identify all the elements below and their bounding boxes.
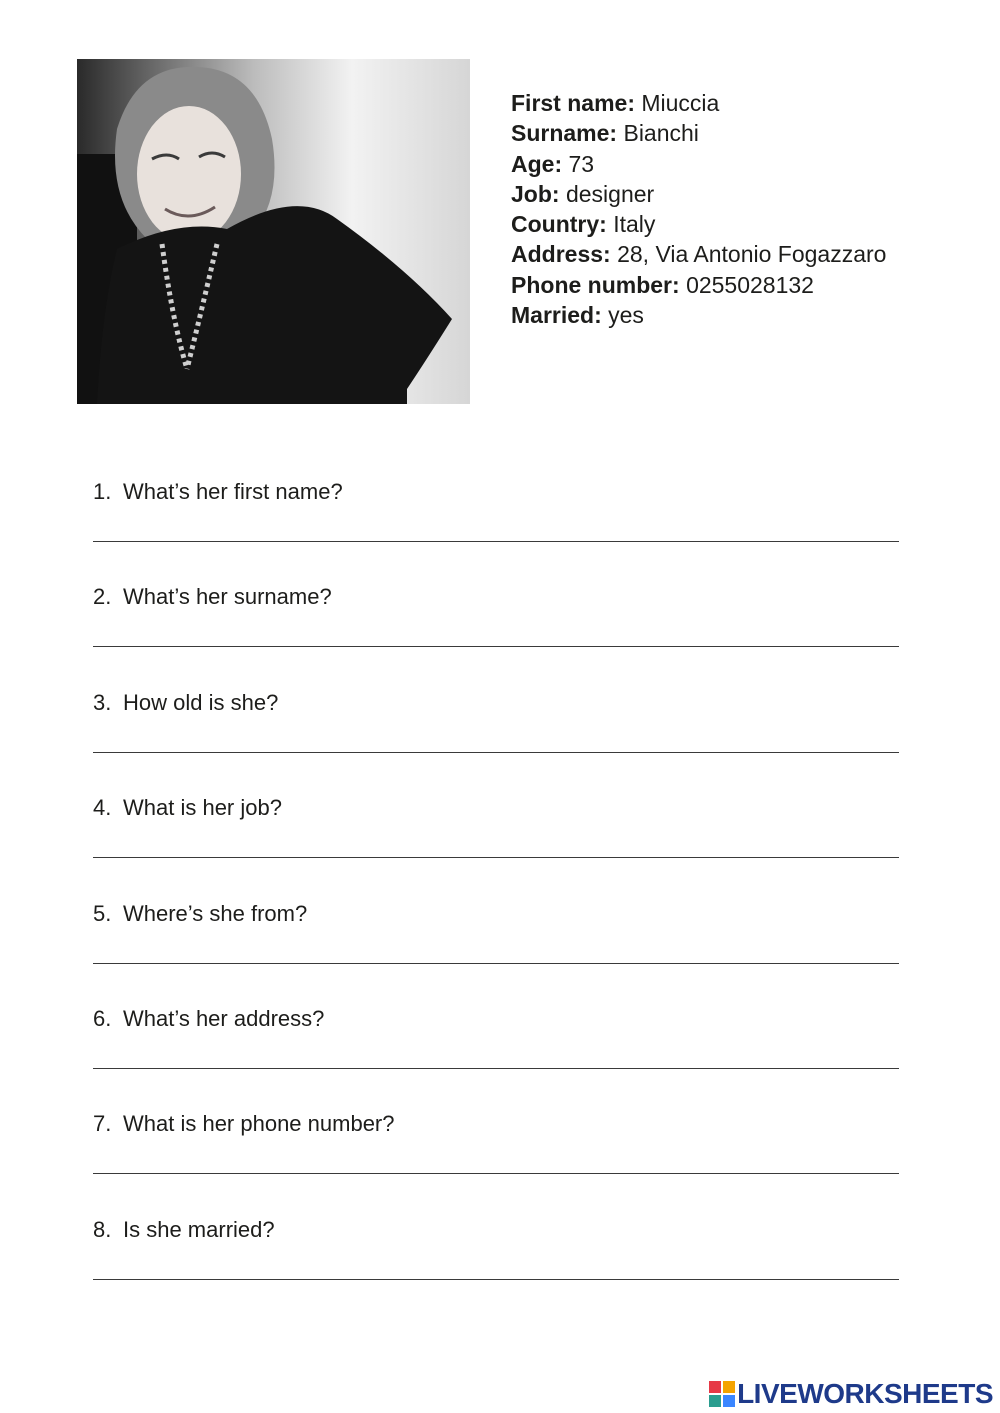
question-text bbox=[93, 1110, 395, 1138]
answer-line[interactable] bbox=[93, 1279, 899, 1280]
question-text bbox=[93, 689, 278, 717]
profile-row bbox=[511, 118, 981, 148]
profile-label: Phone number: bbox=[511, 271, 680, 298]
question-text bbox=[93, 794, 282, 822]
question-text bbox=[93, 583, 332, 611]
logo-text: LIVEWORKSHEETS bbox=[737, 1378, 993, 1409]
answer-line[interactable] bbox=[93, 857, 899, 858]
profile-label: Job: bbox=[511, 180, 560, 207]
question-item bbox=[93, 1005, 899, 1115]
question-label: Is she married? bbox=[123, 1216, 275, 1242]
question-number: 4. bbox=[93, 795, 112, 821]
question-text bbox=[93, 900, 307, 928]
question-label: What’s her surname? bbox=[123, 584, 332, 610]
question-number: 5. bbox=[93, 900, 112, 926]
profile-row bbox=[511, 179, 981, 209]
profile-row bbox=[511, 149, 981, 179]
profile-value: 73 bbox=[568, 150, 595, 177]
profile-value: designer bbox=[565, 180, 655, 207]
profile-value: Bianchi bbox=[623, 120, 699, 147]
answer-line[interactable] bbox=[93, 1173, 899, 1174]
question-number: 2. bbox=[93, 584, 112, 610]
profile-value: yes bbox=[608, 302, 644, 329]
logo-mark-icon bbox=[709, 1381, 735, 1407]
profile-value: Italy bbox=[613, 211, 656, 238]
profile-label: Surname: bbox=[511, 120, 618, 147]
question-item bbox=[93, 689, 899, 799]
question-item bbox=[93, 478, 899, 588]
profile-label: Country: bbox=[511, 211, 607, 238]
liveworksheets-logo bbox=[709, 1378, 993, 1410]
question-item bbox=[93, 583, 899, 693]
portrait-image bbox=[77, 59, 470, 404]
question-label: What’s her first name? bbox=[123, 479, 343, 504]
question-text bbox=[93, 1005, 324, 1033]
question-item bbox=[93, 900, 899, 1010]
profile-label: Address: bbox=[511, 241, 611, 268]
profile-value: Miuccia bbox=[641, 90, 720, 116]
question-number: 8. bbox=[93, 1216, 112, 1242]
question-number: 3. bbox=[93, 689, 112, 715]
question-label: How old is she? bbox=[123, 689, 279, 715]
profile-value: 0255028132 bbox=[686, 271, 814, 298]
answer-line[interactable] bbox=[93, 646, 899, 647]
question-label: What is her job? bbox=[123, 795, 282, 821]
profile-row bbox=[511, 209, 981, 239]
profile-row bbox=[511, 270, 981, 300]
question-label: Where’s she from? bbox=[123, 900, 308, 926]
profile-details bbox=[511, 88, 981, 330]
question-item bbox=[93, 1110, 899, 1220]
profile-row bbox=[511, 239, 981, 269]
portrait-photo bbox=[77, 59, 470, 404]
profile-value: 28, Via Antonio Fogazzaro bbox=[617, 241, 887, 268]
profile-label: Age: bbox=[511, 150, 563, 177]
profile-label: Married: bbox=[511, 302, 602, 329]
question-number: 7. bbox=[93, 1111, 112, 1137]
profile-label: First name: bbox=[511, 90, 635, 116]
question-number: 1. bbox=[93, 479, 112, 504]
answer-line[interactable] bbox=[93, 541, 899, 542]
question-item bbox=[93, 1216, 899, 1326]
question-item bbox=[93, 794, 899, 904]
answer-line[interactable] bbox=[93, 752, 899, 753]
question-label: What’s her address? bbox=[123, 1006, 325, 1031]
profile-row bbox=[511, 300, 981, 330]
question-number: 6. bbox=[93, 1006, 112, 1031]
answer-line[interactable] bbox=[93, 963, 899, 964]
question-text bbox=[93, 1216, 275, 1244]
question-label: What is her phone number? bbox=[123, 1111, 395, 1137]
answer-line[interactable] bbox=[93, 1068, 899, 1069]
question-text bbox=[93, 478, 343, 506]
profile-row bbox=[511, 88, 981, 118]
